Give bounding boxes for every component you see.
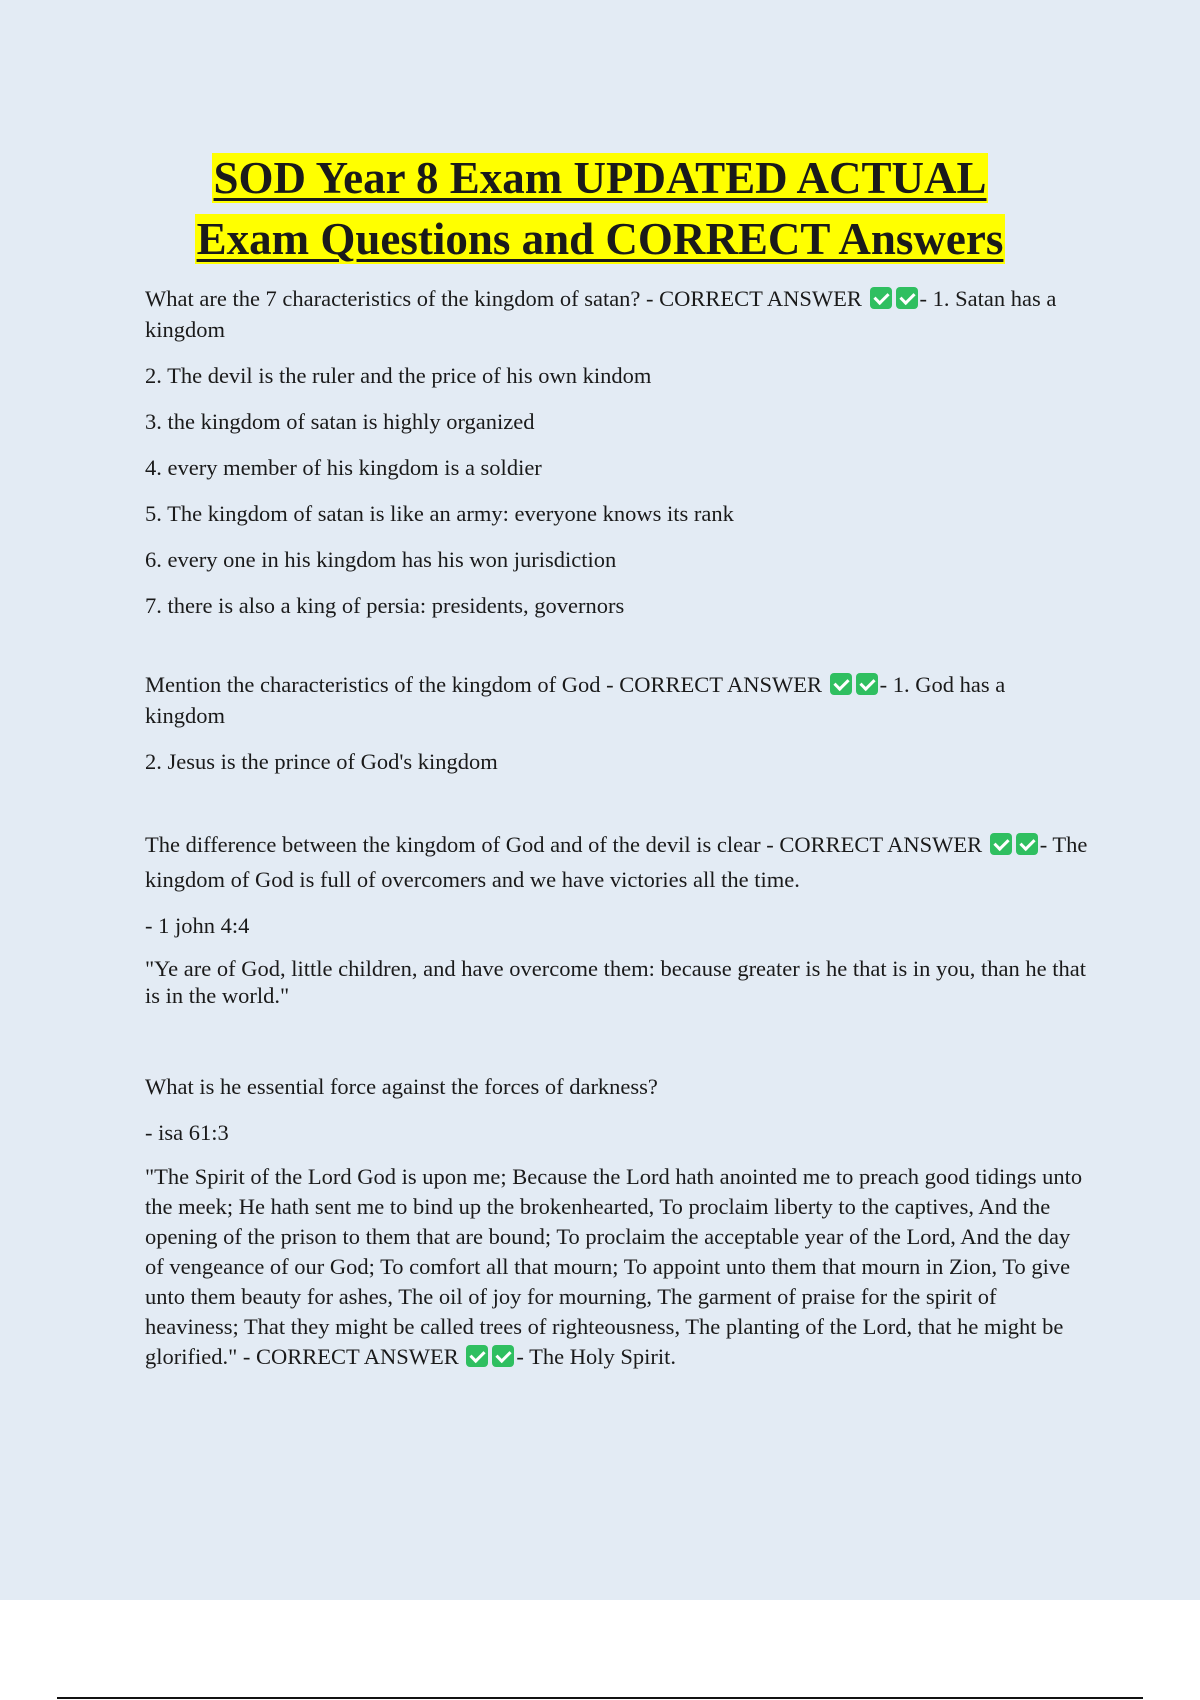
check-box-icon (466, 1345, 488, 1367)
check-box-icon (870, 287, 892, 309)
qa-block-4 (145, 1071, 1090, 1372)
check-box-icon (990, 833, 1012, 855)
check-box-icon (492, 1345, 514, 1367)
document-title (0, 148, 1200, 270)
scripture-quote: "Ye are of God, little children, and have overcome them: because greater is he that is in you, than he that is in the world." (145, 956, 1086, 1008)
answer-line: 7. there is also a king of persia: presidents, governors (145, 593, 625, 618)
question-text: What are the 7 characteristics of the kingdom of satan? - CORRECT ANSWER - 1. Satan has a kingdom (145, 286, 1057, 342)
answer-line: 2. The devil is the ruler and the price of his own kindom (145, 363, 652, 388)
question-text: The difference between the kingdom of God and of the devil is clear - CORRECT ANSWER - The kingdom of God is full of overcomers and we have victories all the time. (145, 832, 1088, 892)
title-line-2: Exam Questions and CORRECT Answers (196, 214, 1004, 264)
answer-text: - The kingdom of God is full of overcomers and we have victories all the time. (145, 832, 1088, 892)
question-text: What is he essential force against the forces of darkness? (145, 1074, 658, 1099)
scripture-reference: - isa 61:3 (145, 1120, 229, 1145)
answer-text: - The Holy Spirit. (516, 1344, 676, 1369)
title-line-1: SOD Year 8 Exam UPDATED ACTUAL (213, 153, 987, 203)
scripture-quote: "The Spirit of the Lord God is upon me; Because the Lord hath anointed me to preach good tidings unto the meek; He hath sent me to bind up the brokenhearted, To proclaim liberty to the captives, And the opening of the prison to them that are bound; To proclaim the acceptable year of the Lord, And the day of vengeance of our God; To comfort all that mourn; To appoint unto them that mourn in Zion, To give unto them beauty for ashes, The oil of joy for mourning, The garment of praise for the spirit of heaviness; That they might be called trees of righteousness, The planting of the Lord, that he might be glorified." - CORRECT ANSWER - The Holy Spirit. (145, 1164, 1083, 1369)
scripture-reference: - 1 john 4:4 (145, 913, 250, 938)
check-box-icon (830, 673, 852, 695)
check-box-icon (896, 287, 918, 309)
document-body (145, 283, 1090, 1372)
check-box-icon (856, 673, 878, 695)
answer-line: 2. Jesus is the prince of God's kingdom (145, 749, 498, 774)
footer-divider (57, 1697, 1143, 1699)
answer-line: 5. The kingdom of satan is like an army: everyone knows its rank (145, 501, 734, 526)
answer-text: - 1. Satan has a kingdom (145, 286, 1057, 342)
qa-block-1 (145, 283, 1090, 621)
question-text: Mention the characteristics of the kingdom of God - CORRECT ANSWER - 1. God has a kingdom (145, 672, 1006, 728)
answer-line: 3. the kingdom of satan is highly organized (145, 409, 535, 434)
qa-block-2 (145, 669, 1090, 777)
answer-line: 6. every one in his kingdom has his won jurisdiction (145, 547, 617, 572)
qa-block-3 (145, 827, 1090, 1009)
answer-line: 4. every member of his kingdom is a soldier (145, 455, 542, 480)
check-box-icon (1016, 833, 1038, 855)
answer-text: - 1. God has a kingdom (145, 672, 1006, 728)
